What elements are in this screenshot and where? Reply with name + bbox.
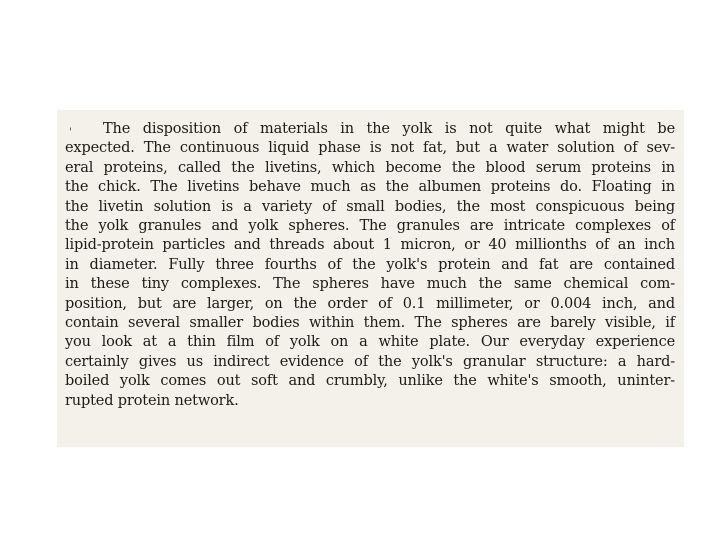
scan-mark: ' [69, 127, 72, 138]
paragraph-line: the livetin solution is a variety of small bodies, the most conspicuous being [65, 198, 675, 215]
paragraph-line: in diameter. Fully three fourths of the yolk's protein and fat are contained [65, 256, 675, 273]
paragraph-line: expected. The continuous liquid phase is not fat, but a water solution of sev- [65, 140, 675, 157]
paragraph-line: rupted protein network. [65, 392, 239, 409]
paragraph-line: eral proteins, called the livetins, which become the blood serum proteins in [65, 159, 675, 176]
paragraph-line: boiled yolk comes out soft and crumbly, unlike the white's smooth, uninter- [65, 373, 675, 390]
paragraph-line: lipid-protein particles and threads about 1 micron, or 40 millionths of an inch [65, 237, 675, 254]
line-text: The disposition of materials in the yolk is not quite what might be [103, 121, 675, 137]
paragraph-line [65, 120, 675, 139]
paragraph-line: the yolk granules and yolk spheres. The granules are intricate complexes of [65, 218, 675, 235]
paragraph-line: certainly gives us indirect evidence of the yolk's granular structure: a hard- [65, 353, 675, 370]
paragraph-line: you look at a thin film of yolk on a white plate. Our everyday experience [65, 334, 675, 351]
paragraph-line: the chick. The livetins behave much as the albumen proteins do. Floating in [65, 179, 675, 196]
paragraph-line: position, but are larger, on the order of 0.1 millimeter, or 0.004 inch, and [65, 295, 675, 312]
paragraph-line: in these tiny complexes. The spheres have much the same chemical com- [65, 276, 675, 293]
paragraph-line: contain several smaller bodies within them. The spheres are barely visible, if [65, 315, 675, 332]
scanned-text-excerpt [57, 110, 684, 447]
